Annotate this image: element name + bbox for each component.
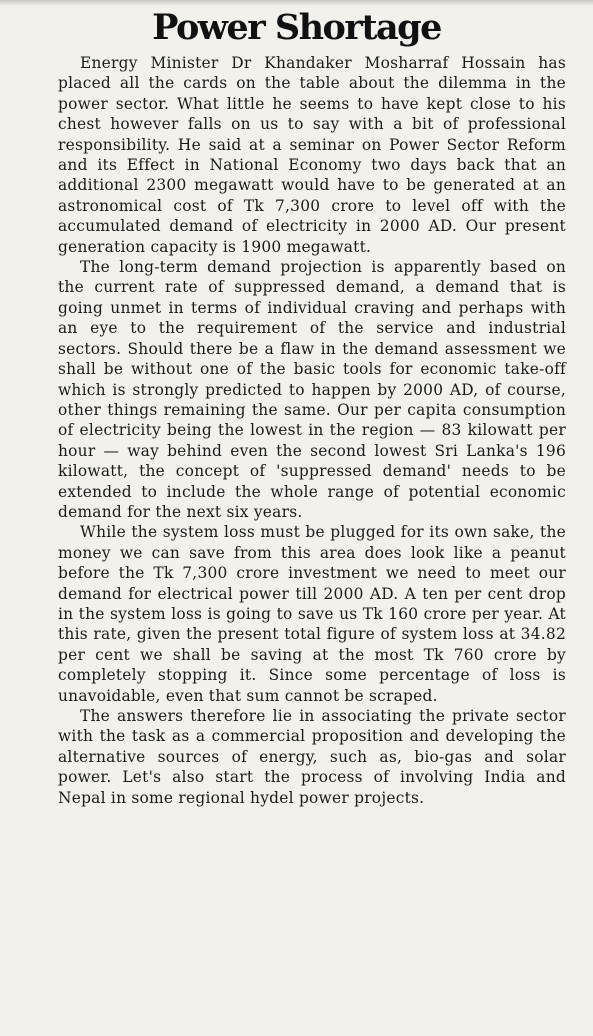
headline: Power Shortage [152,7,441,48]
paragraph-3: While the system loss must be plugged for its own sake, the money we can save from this area does look like a peanut before the Tk 7,300 crore investment we need to meet our demand for electrical power till 2000 AD. A ten per cent drop in the system loss is going to save us Tk 160 crore per year. At this rate, given the present total figure of system loss at 34.82 per cent we shall be saving at the most Tk 760 crore by completely stopping it. Since some percentage of loss is unavoidable, even that sum cannot be scraped. [58,523,566,705]
paragraph-1: Energy Minister Dr Khandaker Mosharraf Hossain has placed all the cards on the table about the dilemma in the power sector. What little he seems to have kept close to his chest however falls on us to say with a bit of professional responsibility. He said at a seminar on Power Sector Reform and its Effect in National Economy two days back that an additional 2300 megawatt would have to be generated at an astronomical cost of Tk 7,300 crore to level off with the accumulated demand of electricity in 2000 AD. Our present generation capacity is 1900 megawatt. [58,54,566,256]
paragraph-2: The long-term demand projection is apparently based on the current rate of suppressed demand, a demand that is going unmet in terms of individual craving and perhaps with an eye to the requirement of the service and industrial sectors. Should there be a flaw in the demand assessment we shall be without one of the basic tools for economic take-off which is strongly predicted to happen by 2000 AD, of course, other things remaining the same. Our per capita consumption of electricity being the lowest in the region — 83 kilowatt per hour — way behind even the second lowest Sri Lanka's 196 kilowatt, the concept of 'suppressed demand' needs to be extended to include the whole range of potential economic demand for the next six years. [58,258,566,521]
article-body [58,53,566,808]
paragraph-4: The answers therefore lie in associating the private sector with the task as a commercial proposition and developing the alternative sources of energy, such as, bio-gas and solar power. Let's also start the process of involving India and Nepal in some regional hydel power projects. [58,707,566,807]
